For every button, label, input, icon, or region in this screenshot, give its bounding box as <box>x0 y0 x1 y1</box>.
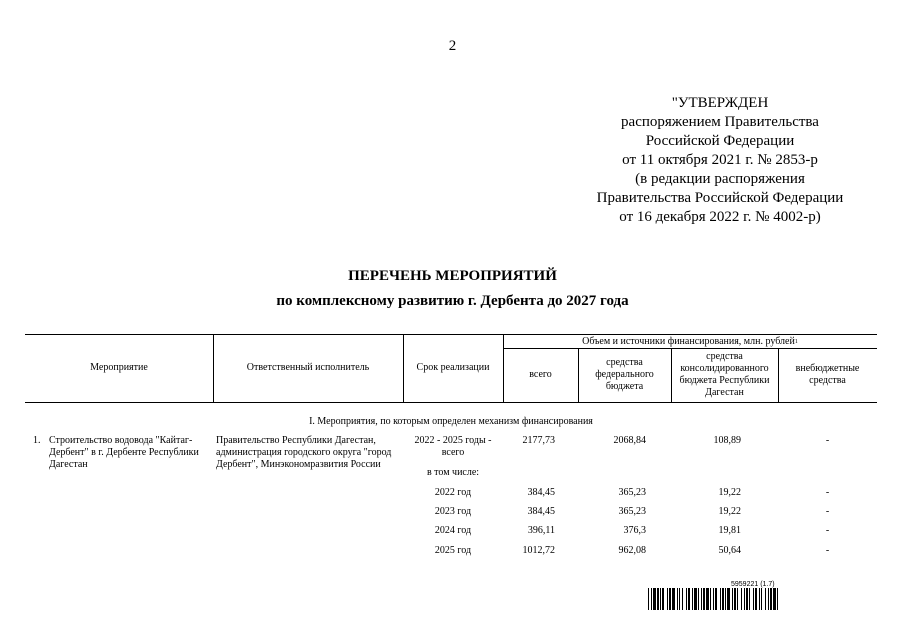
row-period-cell: 2022 - 2025 годы - всего <box>414 435 492 458</box>
footnote-marker: 1 <box>794 338 798 345</box>
barcode-bar <box>651 588 652 610</box>
header-funding-label: Объем и источники финансирования, млн. рублей <box>582 335 795 347</box>
approval-line: Российской Федерации <box>645 133 795 149</box>
barcode-bar <box>753 588 754 610</box>
barcode-bar <box>669 588 671 610</box>
barcode-bar <box>679 588 680 610</box>
barcode-bar <box>701 588 702 610</box>
row-period-cell: 2024 год <box>434 525 472 536</box>
row-regional-cell: 19,81 <box>718 525 741 536</box>
document-title: ПЕРЕЧЕНЬ МЕРОПРИЯТИЙ <box>348 268 557 284</box>
approval-line: "УТВЕРЖДЕН <box>671 95 769 111</box>
row-regional-cell: 50,64 <box>718 545 741 556</box>
barcode-bar <box>667 588 668 610</box>
barcode-bar <box>682 588 683 610</box>
header-measure: Мероприятие <box>90 362 148 373</box>
barcode-bar <box>653 588 656 610</box>
barcode-bar <box>672 588 675 610</box>
header-extrabudget: внебюджетные средства <box>795 363 860 386</box>
barcode-bar <box>765 588 766 610</box>
row-extra-cell: - <box>825 545 830 556</box>
barcode-bar <box>773 588 776 610</box>
barcode-bar <box>698 588 699 610</box>
item-measure: Строительство водовода "Кайтаг-Дербент" в г. Дербенте Республики Дагестан <box>49 435 199 470</box>
row-period-cell: 2023 год <box>434 506 472 517</box>
row-federal-cell: 2068,84 <box>613 435 646 446</box>
header-federal: средства федерального бюджета <box>595 357 654 392</box>
row-total-cell: 384,45 <box>527 487 555 498</box>
row-period-cell: 2025 год <box>434 545 472 556</box>
page-number: 2 <box>448 38 457 54</box>
barcode-bar <box>746 588 748 610</box>
row-regional-cell: 19,22 <box>718 487 741 498</box>
approval-line: от 16 декабря 2022 г. № 4002-р) <box>619 209 821 225</box>
table-header-bottom-border <box>25 402 877 403</box>
barcode-bar <box>703 588 705 610</box>
column-divider <box>671 348 672 402</box>
barcode-bar <box>768 588 769 610</box>
barcode-bar <box>657 588 659 610</box>
barcode <box>648 588 860 610</box>
header-funding-group <box>503 335 877 348</box>
barcode-bar <box>662 588 664 610</box>
row-extra-cell: - <box>825 435 830 446</box>
barcode-bar <box>720 588 721 610</box>
header-regional: средства консолидированного бюджета Республики Дагестан <box>679 351 770 398</box>
row-extra-cell: - <box>825 487 830 498</box>
barcode-bar <box>686 588 687 610</box>
barcode-bar <box>688 588 690 610</box>
header-period: Срок реализации <box>416 362 490 373</box>
barcode-id: 5959221 (1.7) <box>731 581 775 588</box>
row-regional-cell: 108,89 <box>713 435 741 446</box>
document-subtitle: по комплексному развитию г. Дербента до 2027 года <box>276 293 629 309</box>
section-title: I. Мероприятия, по которым определен механизм финансирования <box>309 416 593 427</box>
row-period-cell: 2022 год <box>434 487 472 498</box>
barcode-bar <box>755 588 757 610</box>
barcode-bar <box>710 588 711 610</box>
row-federal-cell: 376,3 <box>623 525 646 536</box>
approval-stamp <box>590 94 850 227</box>
barcode-bar <box>734 588 736 610</box>
approval-line: от 11 октября 2021 г. № 2853-р <box>622 152 818 168</box>
header-executor: Ответственный исполнитель <box>246 362 370 373</box>
barcode-bar <box>713 588 714 610</box>
row-total-cell: 1012,72 <box>522 545 555 556</box>
barcode-bar <box>727 588 730 610</box>
approval-line: (в редакции распоряжения <box>635 171 805 187</box>
barcode-bar <box>732 588 733 610</box>
item-executor: Правительство Республики Дагестан, администрация городского округа "город Дербент", Минэкономразвития России <box>216 435 392 470</box>
row-extra-cell: - <box>825 525 830 536</box>
row-federal-cell: 365,23 <box>618 506 646 517</box>
barcode-bar <box>725 588 726 610</box>
barcode-bar <box>759 588 760 610</box>
barcode-bar <box>737 588 738 610</box>
barcode-bar <box>706 588 709 610</box>
barcode-bar <box>648 588 649 610</box>
barcode-bar <box>715 588 717 610</box>
item-number: 1. <box>33 435 41 446</box>
row-extra-cell: - <box>825 506 830 517</box>
barcode-bar <box>660 588 661 610</box>
column-divider <box>578 348 579 402</box>
approval-line: Правительства Российской Федерации <box>596 190 844 206</box>
row-federal-cell: 962,08 <box>618 545 646 556</box>
barcode-bar <box>692 588 693 610</box>
row-regional-cell: 19,22 <box>718 506 741 517</box>
row-total-cell: 396,11 <box>527 525 555 536</box>
barcode-bar <box>749 588 750 610</box>
barcode-bar <box>722 588 724 610</box>
row-total-cell: 384,45 <box>527 506 555 517</box>
column-divider <box>778 348 779 402</box>
barcode-bar <box>744 588 745 610</box>
row-period-cell: в том числе: <box>426 467 480 478</box>
row-federal-cell: 365,23 <box>618 487 646 498</box>
barcode-bar <box>761 588 762 610</box>
barcode-bar <box>677 588 678 610</box>
approval-line: распоряжением Правительства <box>621 114 819 130</box>
barcode-bar <box>777 588 778 610</box>
barcode-bar <box>694 588 697 610</box>
row-total-cell: 2177,73 <box>522 435 555 446</box>
barcode-bar <box>770 588 772 610</box>
barcode-bar <box>741 588 742 610</box>
header-total: всего <box>529 369 552 380</box>
